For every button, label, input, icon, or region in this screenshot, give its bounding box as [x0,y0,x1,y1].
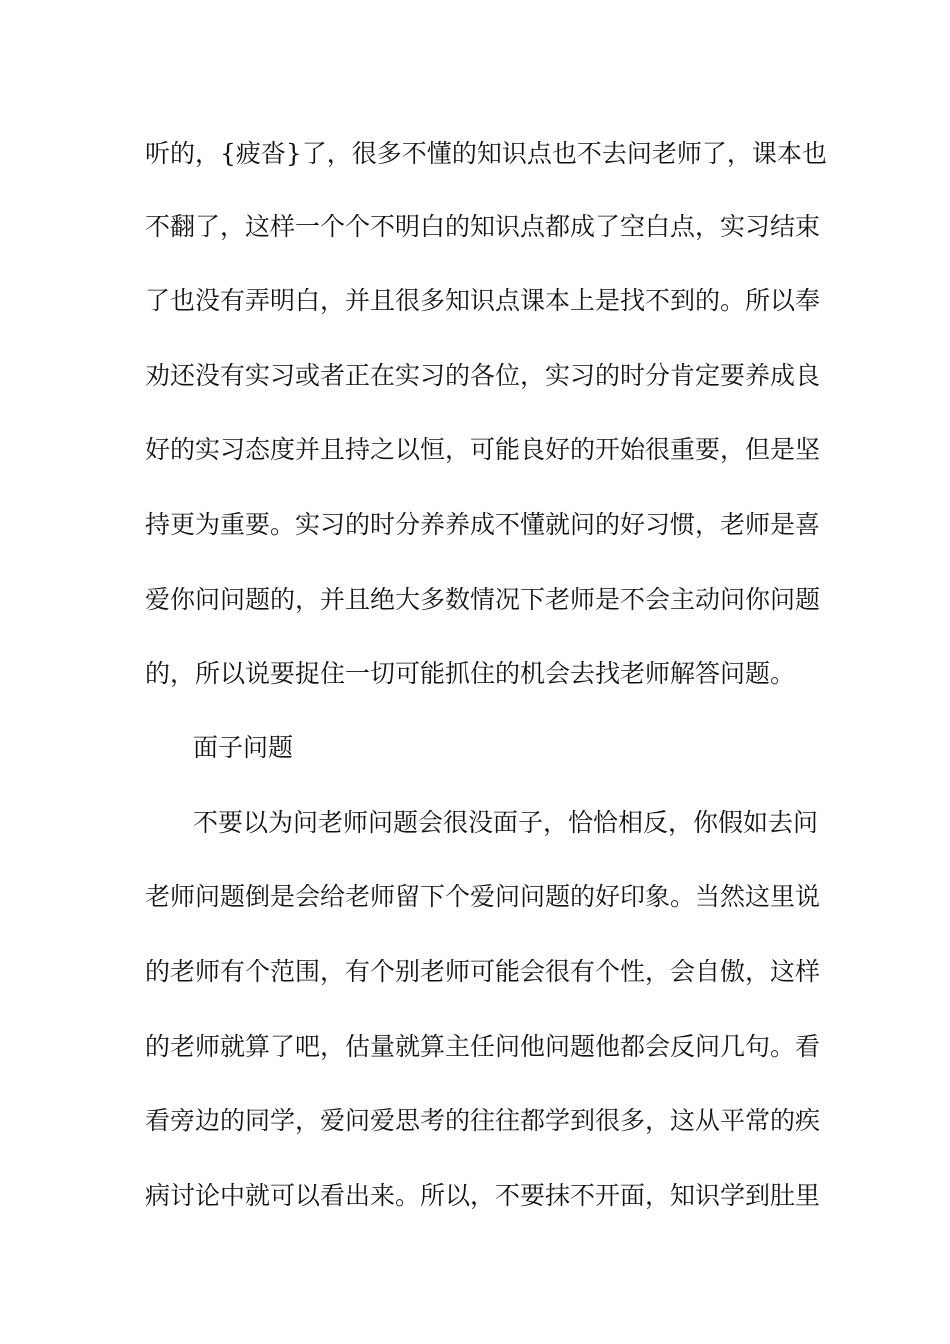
text-line: 不要以为问老师问题会很没面子，恰恰相反，你假如去问 [193,808,819,837]
text-line: 持更为重要。实习的时分养养成不懂就问的好习惯，老师是喜 [145,510,821,539]
text-line: 劝还没有实习或者正在实习的各位，实习的时分肯定要养成良 [145,361,821,390]
text-line: 的老师就算了吧，估量就算主任问他问题他都会反问几句。看 [145,1032,821,1061]
text-line: 了也没有弄明白，并且很多知识点课本上是找不到的。所以奉 [145,286,821,315]
text-line: 听的，{疲沓}了，很多不懂的知识点也不去问老师了，课本也 [145,139,827,168]
text-line: 好的实习态度并且持之以恒，可能良好的开始很重要，但是坚 [145,435,821,464]
text-line: 病讨论中就可以看出来。所以，不要抹不开面，知识学到肚里 [145,1181,821,1210]
text-line: 爱你问问题的，并且绝大多数情况下老师是不会主动问你问题 [145,585,821,614]
text-line: 看旁边的同学，爱问爱思考的往往都学到很多，这从平常的疾 [145,1106,821,1135]
text-line: 不翻了，这样一个个不明白的知识点都成了空白点，实习结束 [145,212,821,241]
text-line: 的老师有个范围，有个别老师可能会很有个性，会自傲，这样 [145,957,821,986]
text-line: 的，所以说要捉住一切可能抓住的机会去找老师解答问题。 [145,659,796,688]
text-line: 老师问题倒是会给老师留下个爱问问题的好印象。当然这里说 [145,882,821,911]
section-heading: 面子问题 [193,733,294,762]
